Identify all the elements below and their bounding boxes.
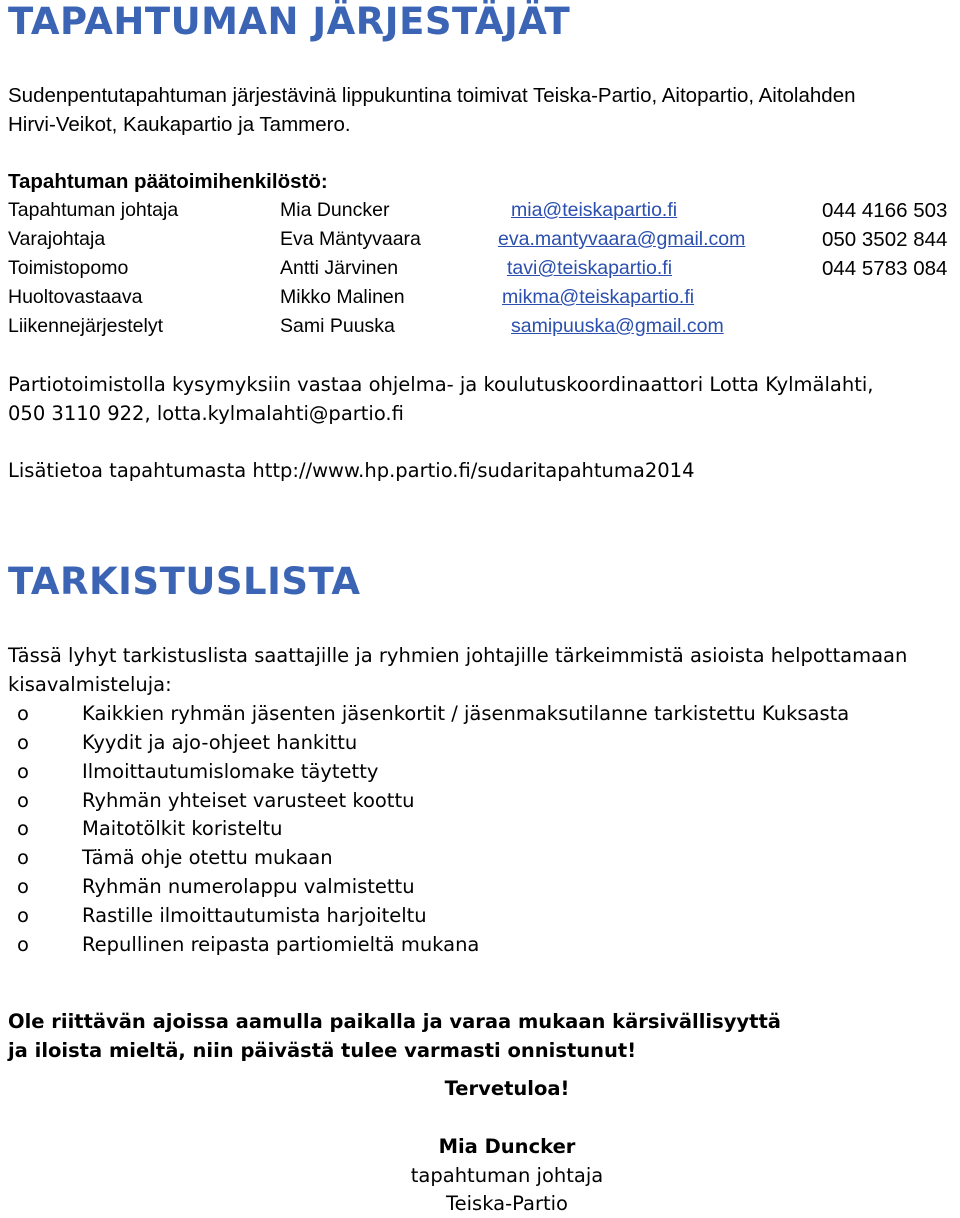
bullet: o <box>17 875 29 898</box>
staff-role: Toimistopomo <box>8 257 129 279</box>
staff-row <box>8 196 960 225</box>
more-info-link[interactable]: Lisätietoa tapahtumasta http://www.hp.partio.fi/sudaritapahtuma2014 <box>8 459 695 482</box>
staff-role: Liikennejärjestelyt <box>8 315 164 337</box>
staff-name: Mikko Malinen <box>280 286 405 308</box>
organizers-intro-line-2: Hirvi-Veikot, Kaukapartio ja Tammero. <box>8 113 351 136</box>
staff-name: Antti Järvinen <box>280 257 399 279</box>
list-item-text: Ryhmän yhteiset varusteet koottu <box>82 789 415 812</box>
staff-name: Sami Puuska <box>280 315 395 337</box>
closing-line-1: Ole riittävän ajoissa aamulla paikalla ja varaa mukaan kärsivällisyyttä <box>8 1009 781 1033</box>
staff-row <box>8 254 960 283</box>
staff-email-link[interactable]: mikma@teiskapartio.fi <box>502 286 695 308</box>
staff-email-link[interactable]: samipuuska@gmail.com <box>511 315 724 337</box>
bullet: o <box>17 789 29 812</box>
staff-row <box>8 225 960 254</box>
organizers-heading: TAPAHTUMAN JÄRJESTÄJÄT <box>8 0 571 43</box>
staff-email-link[interactable]: mia@teiskapartio.fi <box>511 199 678 221</box>
office-contact-line-2: 050 3110 922, lotta.kylmalahti@partio.fi <box>8 402 404 425</box>
bullet: o <box>17 933 29 956</box>
staff-row <box>8 312 960 341</box>
checklist-intro-line-1: Tässä lyhyt tarkistuslista saattajille ja ryhmien johtajille tärkeimmistä asioista helpottamaan <box>8 644 908 667</box>
signature-org: Teiska-Partio <box>446 1192 568 1215</box>
checklist-heading: TARKISTUSLISTA <box>8 560 361 603</box>
staff-phone: 044 5783 084 <box>822 257 948 280</box>
bullet: o <box>17 731 29 754</box>
bullet: o <box>17 846 29 869</box>
staff-row <box>8 283 960 312</box>
list-item-text: Repullinen reipasta partiomieltä mukana <box>82 933 480 956</box>
list-item-text: Maitotölkit koristeltu <box>82 817 283 840</box>
staff-name: Mia Duncker <box>280 199 390 221</box>
list-item-text: Kyydit ja ajo-ohjeet hankittu <box>82 731 358 754</box>
organizers-intro-line-1: Sudenpentutapahtuman järjestävinä lippukuntina toimivat Teiska-Partio, Aitopartio, Aitolahden <box>8 84 856 107</box>
staff-role: Tapahtuman johtaja <box>8 199 179 221</box>
staff-email-link[interactable]: eva.mantyvaara@gmail.com <box>498 228 746 250</box>
list-item-text: Tämä ohje otettu mukaan <box>82 846 333 869</box>
office-contact-line-1: Partiotoimistolla kysymyksiin vastaa ohjelma- ja koulutuskoordinaattori Lotta Kylmälahti, <box>8 373 874 396</box>
staff-phone: 050 3502 844 <box>822 228 948 251</box>
staff-heading: Tapahtuman päätoimihenkilöstö: <box>8 170 328 193</box>
staff-name: Eva Mäntyvaara <box>280 228 421 250</box>
staff-email-link[interactable]: tavi@teiskapartio.fi <box>507 257 673 279</box>
checklist-intro-line-2: kisavalmisteluja: <box>8 673 172 696</box>
bullet: o <box>17 817 29 840</box>
closing-line-2: ja iloista mieltä, niin päivästä tulee varmasti onnistunut! <box>8 1038 637 1062</box>
staff-role: Varajohtaja <box>8 228 106 250</box>
list-item-text: Ilmoittautumislomake täytetty <box>82 760 379 783</box>
list-item-text: Ryhmän numerolappu valmistettu <box>82 875 415 898</box>
greeting: Tervetuloa! <box>444 1077 570 1100</box>
bullet: o <box>17 702 29 725</box>
signature-name: Mia Duncker <box>438 1135 576 1158</box>
list-item-text: Rastille ilmoittautumista harjoiteltu <box>82 904 427 927</box>
bullet: o <box>17 760 29 783</box>
staff-role: Huoltovastaava <box>8 286 143 308</box>
staff-phone: 044 4166 503 <box>822 199 948 222</box>
list-item-text: Kaikkien ryhmän jäsenten jäsenkortit / jäsenmaksutilanne tarkistettu Kuksasta <box>82 702 850 725</box>
bullet: o <box>17 904 29 927</box>
signature-title: tapahtuman johtaja <box>410 1164 604 1187</box>
